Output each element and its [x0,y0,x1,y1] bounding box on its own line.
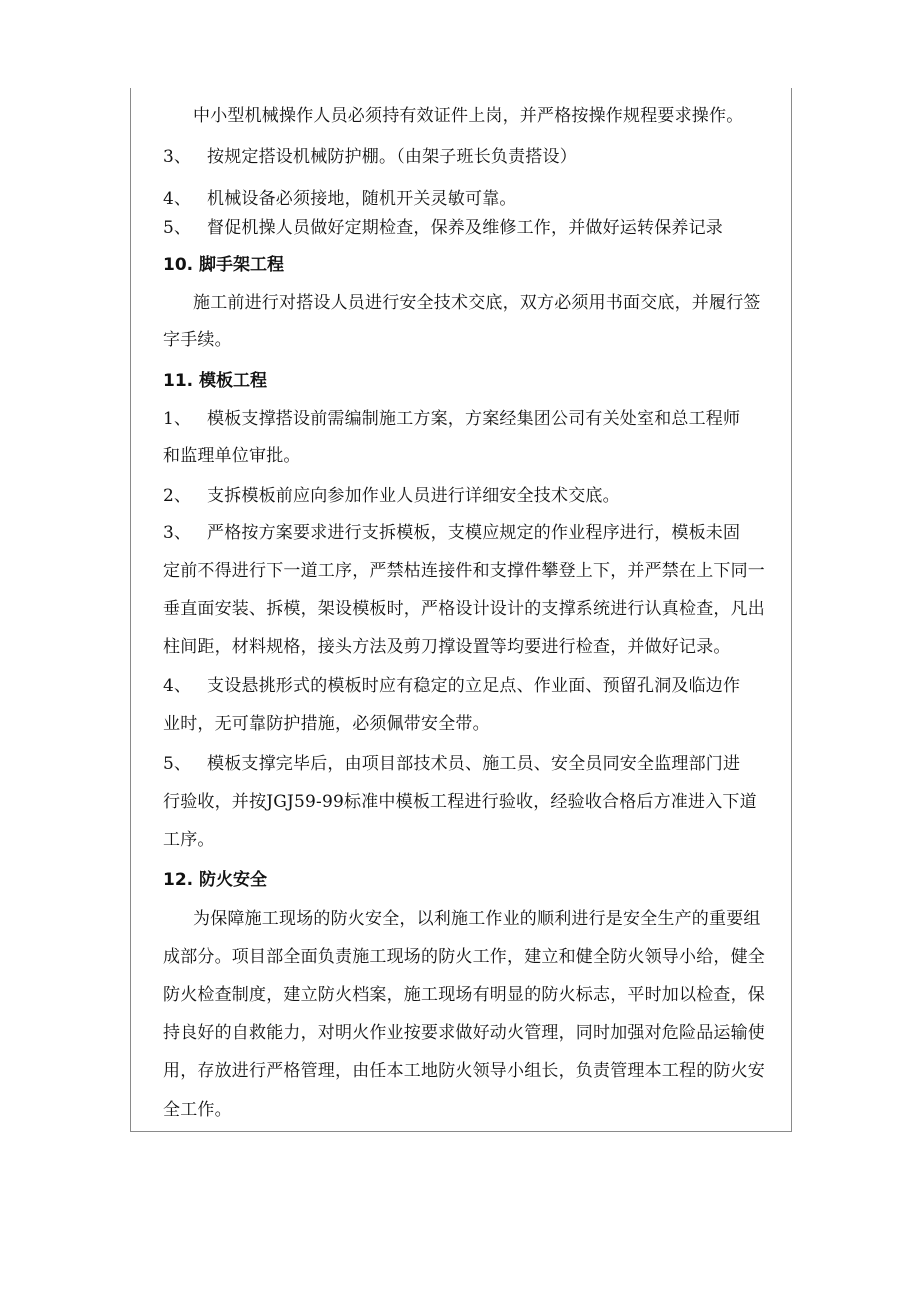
paragraph-line: 为保障施工现场的防火安全，以利施工作业的顺利进行是安全生产的重要组 [193,909,761,929]
list-number: 2、 [163,486,192,506]
list-text: 支设悬挑形式的模板时应有稳定的立足点、作业面、预留孔洞及临边作 [207,676,741,696]
paragraph-line: 成部分。项目部全面负责施工现场的防火工作，建立和健全防火领导小给，健全 [163,947,765,967]
section-heading: 11. 模板工程 [163,371,268,391]
list-item [163,522,740,544]
section-heading: 12. 防火安全 [163,870,268,890]
list-item [163,217,723,239]
paragraph-line: 柱间距，材料规格，接头方法及剪刀撑设置等均要进行检查，并做好记录。 [163,637,731,657]
paragraph-line: 行验收，并按JGJ59-99标准中模板工程进行验收，经验收合格后方准进入下道 [163,792,757,812]
list-text: 按规定搭设机械防护棚。（由架子班长负责搭设） [207,147,577,167]
paragraph-line: 和监理单位审批。 [163,446,301,466]
list-number: 5、 [163,218,192,238]
list-text: 严格按方案要求进行支拆模板，支模应规定的作业程序进行，模板未固 [207,523,741,543]
list-item [163,485,620,507]
list-item [163,188,517,210]
list-item [163,408,740,430]
list-number: 1、 [163,409,192,429]
paragraph-line: 施工前进行对搭设人员进行安全技术交底，双方必须用书面交底，并履行签 [193,293,761,313]
list-text: 督促机操人员做好定期检查，保养及维修工作，并做好运转保养记录 [207,218,723,238]
paragraph-line: 业时，无可靠防护措施，必须佩带安全带。 [163,714,490,734]
paragraph-line: 字手续。 [163,330,232,350]
paragraph-line: 防火检查制度，建立防火档案，施工现场有明显的防火标志，平时加以检查，保 [163,985,765,1005]
paragraph-line: 中小型机械操作人员必须持有效证件上岗，并严格按操作规程要求操作。 [193,106,744,126]
paragraph-line: 用，存放进行严格管理，由任本工地防火领导小组长，负责管理本工程的防火安 [163,1061,765,1081]
list-item [163,675,740,697]
paragraph-line: 全工作。 [163,1100,232,1120]
list-number: 4、 [163,189,192,209]
list-number: 3、 [163,523,192,543]
section-heading: 10. 脚手架工程 [163,255,285,275]
paragraph-line: 垂直面安装、拆模，架设模板时，严格设计设计的支撑系统进行认真检查，凡出 [163,599,765,619]
paragraph-line: 定前不得进行下一道工序，严禁枯连接件和支撑件攀登上下，并严禁在上下同一 [163,561,765,581]
list-text: 机械设备必须接地，随机开关灵敏可靠。 [207,189,517,209]
paragraph-line: 工序。 [163,830,215,850]
list-text: 模板支撑完毕后，由项目部技术员、施工员、安全员同安全监理部门进 [207,754,741,774]
list-number: 4、 [163,676,192,696]
list-number: 5、 [163,754,192,774]
list-number: 3、 [163,147,192,167]
list-text: 支拆模板前应向参加作业人员进行详细安全技术交底。 [207,486,620,506]
list-text: 模板支撑搭设前需编制施工方案，方案经集团公司有关处室和总工程师 [207,409,741,429]
list-item [163,146,577,168]
list-item [163,753,740,775]
paragraph-line: 持良好的自救能力，对明火作业按要求做好动火管理，同时加强对危险品运输使 [163,1023,765,1043]
